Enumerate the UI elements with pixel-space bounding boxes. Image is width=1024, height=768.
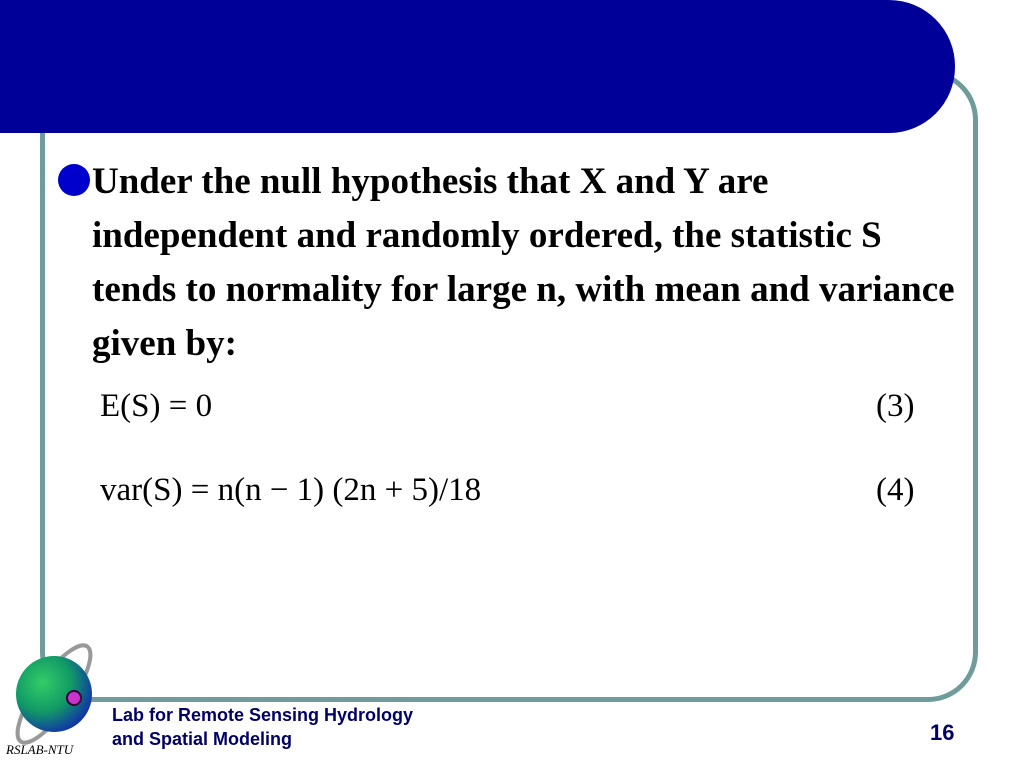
logo-caption: RSLAB-NTU bbox=[6, 742, 74, 757]
header-band bbox=[0, 0, 955, 133]
equation-3: E(S) = 0 bbox=[100, 388, 213, 424]
equation-4-number: (4) bbox=[876, 472, 915, 508]
globe-logo-icon bbox=[4, 636, 104, 746]
lab-name bbox=[112, 703, 413, 751]
equation-3-number: (3) bbox=[876, 388, 915, 424]
bullet-icon bbox=[58, 164, 90, 196]
lab-name-line1: Lab for Remote Sensing Hydrology bbox=[112, 705, 414, 725]
body-text: Under the null hypothesis that X and Y are independent and randomly ordered, the statistic S tends to normality for large n, with mean and variance given by: bbox=[92, 161, 955, 364]
page-number: 16 bbox=[930, 720, 955, 745]
lab-name-line2: and Spatial Modeling bbox=[112, 729, 293, 749]
equation-4: var(S) = n(n − 1) (2n + 5)/18 bbox=[100, 472, 482, 508]
